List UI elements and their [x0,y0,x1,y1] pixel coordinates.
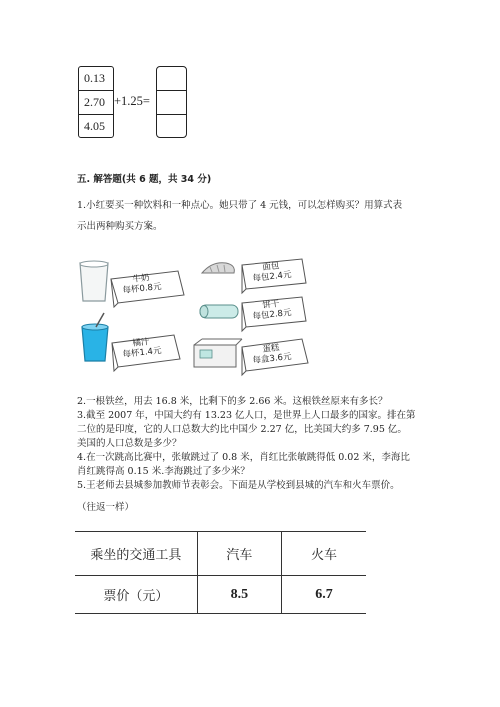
biscuit-icon [200,305,238,318]
question-3-line-3: 美国的人口总数是多少？ [77,438,182,449]
item-name: 蛋糕 [262,343,280,355]
fare-table [75,531,366,614]
item-name: 饼干 [262,299,280,311]
question-4-line-1: 4.在一次跳高比赛中，张敏跳过了 0.8 米，肖红比张敏跳得低 0.02 米，李海比 [77,452,410,463]
question-5-note: （往返一样） [77,502,135,513]
question-4-line-2: 肖红跳得高 0.15 米.李海跳过了多少米？ [77,466,250,477]
bread-icon [202,263,234,273]
juice-cup-icon [82,313,108,361]
fare-table-header-row [75,532,366,576]
item-tag-milk [121,272,162,296]
fare-price-bus: 8.5 [197,576,281,614]
item-name: 橘汁 [132,337,150,349]
stack-value: 2.70 [79,91,113,115]
calc-operator: +1.25= [114,94,150,108]
question-1-line-2: 示出两种购买方案。 [77,221,163,232]
question-3-line-2: 二位的是印度，它的人口总数大约比中国少 2.27 亿，比美国大约多 7.95 亿。 [77,424,407,435]
item-tag-biscuit [251,298,292,322]
vertical-number-stack [78,66,114,138]
item-price: 每包2.8元 [252,307,292,322]
cake-box-icon [194,339,242,367]
item-tag-juice [121,336,162,360]
answer-slot[interactable] [157,91,186,115]
question-3-line-1: 3.截至 2007 年，中国大约有 13.23 亿人口，是世界上人口最多的国家。排在第 [77,410,416,421]
item-price: 每盒3.6元 [252,351,292,366]
item-name: 面包 [262,261,280,273]
section-title: 五. 解答题(共 6 题，共 34 分) [77,174,212,185]
fare-row-label: 票价（元） [75,576,197,614]
answer-slot[interactable] [157,115,186,138]
item-name: 牛奶 [132,273,150,285]
item-price: 每杯0.8元 [122,281,162,296]
item-price: 每杯1.4元 [122,345,162,360]
stack-value: 0.13 [79,67,113,91]
question-2: 2.一根铁丝，用去 16.8 米，比剩下的多 2.66 米。这根铁丝原来有多长？ [77,396,388,407]
fare-price-train: 6.7 [282,576,366,614]
answer-slot[interactable] [157,67,186,91]
milk-glass-icon [80,261,108,301]
fare-table-price-row [75,576,366,614]
item-price: 每包2.4元 [252,269,292,284]
fare-header-cell: 火车 [282,532,366,576]
question-5-line-1: 5.王老师去县城参加教师节表彰会。下面是从学校到县城的汽车和火车票价。 [77,480,400,491]
question-1-line-1: 1.小红要买一种饮料和一种点心。她只带了 4 元钱，可以怎样购买？用算式表 [77,200,403,211]
stack-value: 4.05 [84,119,105,133]
fare-header-cell: 乘坐的交通工具 [75,532,197,576]
answer-boxes[interactable] [156,66,187,138]
fare-header-cell: 汽车 [197,532,281,576]
item-tag-cake [251,342,292,366]
item-tag-bread [251,260,292,284]
